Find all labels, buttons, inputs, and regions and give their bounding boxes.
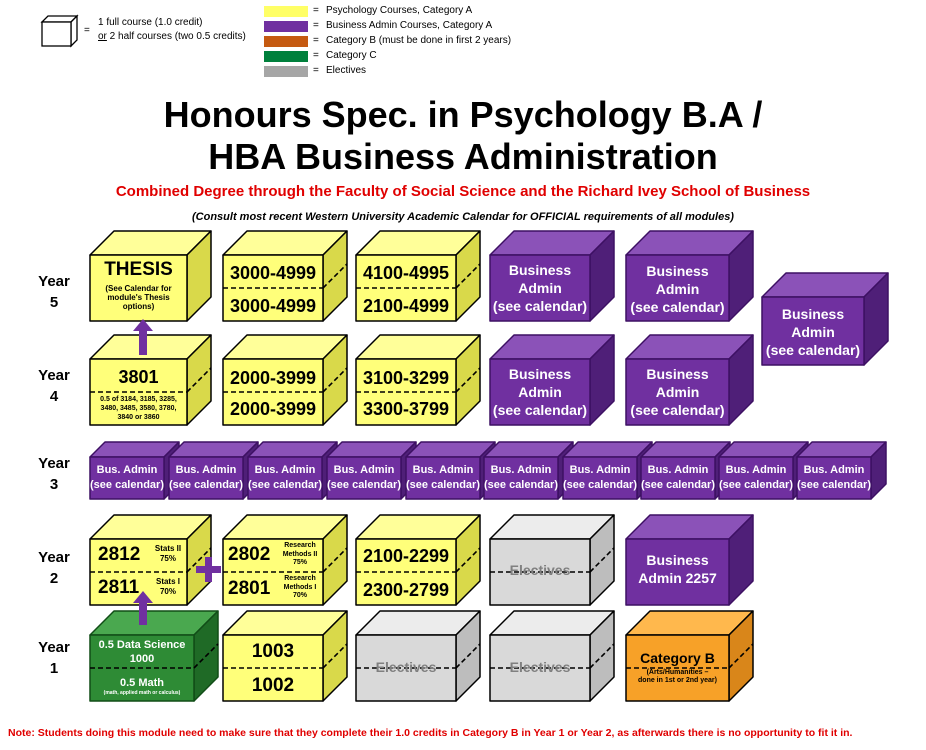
year-1-number: 1 [49, 660, 59, 677]
see-calendar-label: (see calendar) [630, 299, 725, 315]
legend-equals: = [313, 35, 319, 46]
year-2-word: Year [38, 549, 70, 566]
year-3-word: Year [38, 455, 70, 472]
year-2-number: 2 [49, 570, 59, 587]
y45-business-admin-extra [762, 305, 864, 359]
y1-electives-1: Electives [375, 659, 437, 675]
see-calendar-label: (see calendar) [248, 479, 322, 491]
see-calendar-label: (see calendar) [492, 298, 588, 314]
business-label: Business [646, 552, 709, 568]
see-calendar-label: (see calendar) [406, 479, 480, 491]
research-label: Research [284, 575, 316, 582]
y2-electives: Electives [509, 562, 571, 578]
plus-icon [196, 557, 221, 582]
subtitle: Combined Degree through the Faculty of Social Science and the Richard Ivey School of Business [115, 183, 811, 200]
bus-admin-label: Bus. Admin [569, 464, 631, 476]
legend-box-text-2: or 2 half courses (two 0.5 credits) [98, 31, 246, 42]
y3-bus-admin-box [641, 463, 715, 493]
y3-bus-admin-box [327, 463, 401, 493]
admin-label: Admin [518, 384, 562, 400]
calendar-note: (Consult most recent Western University Academic Calendar for OFFICIAL requirements of all modules) [192, 211, 734, 223]
business-label: Business [646, 366, 709, 382]
y2-psych-2300-2799: 2300-2799 [362, 580, 450, 600]
y5-psych-4100-4995: 4100-4995 [362, 263, 450, 283]
category-b-sub-2: done in 1st or 2nd year) [638, 677, 717, 684]
y5-psych-3000-4999-top: 3000-4999 [229, 263, 317, 283]
y4-psych-3801: 3801 [118, 367, 159, 387]
year-3-number: 3 [49, 476, 59, 493]
y2-psych-2812: 2812 [98, 544, 141, 565]
business-label: Business [646, 263, 709, 279]
legend-label: Psychology Courses, Category A [326, 5, 473, 16]
stats-i-pct: 70% [159, 587, 176, 596]
bus-admin-label: Bus. Admin [412, 464, 474, 476]
legend-label: Business Admin Courses, Category A [326, 20, 493, 31]
y3-bus-admin-box [563, 463, 637, 493]
y1-psych-1002: 1002 [251, 675, 295, 696]
y4-psych-3100-3299: 3100-3299 [362, 368, 450, 388]
y3-bus-admin-box [248, 463, 322, 493]
business-label: Business [508, 262, 572, 278]
bus-admin-label: Bus. Admin [647, 464, 709, 476]
y2-2802-info [278, 542, 322, 568]
see-calendar-label: (see calendar) [492, 402, 588, 418]
stats-ii-label: Stats II [154, 544, 182, 553]
methods-ii-label: Methods II [282, 550, 318, 558]
see-calendar-label: (see calendar) [563, 479, 637, 491]
see-calendar-label: (see calendar) [327, 479, 401, 491]
legend-label: Category C [326, 50, 377, 61]
footer-note: Note: Students doing this module need to make sure that they complete their 1.0 credits in Category B in Year 1 or Year 2, as afterwards there is no opportunity to fit it in. [8, 727, 853, 739]
admin-label: Admin [655, 281, 700, 297]
bus-admin-label: Bus. Admin [725, 464, 787, 476]
bus-admin-label: Bus. Admin [490, 464, 552, 476]
admin-label: Admin [791, 324, 835, 340]
y4-business-admin-1 [490, 365, 590, 419]
y2-2811-info [150, 577, 186, 597]
business-label: Business [781, 306, 845, 322]
y2-psych-2801: 2801 [228, 578, 271, 599]
category-b-title: Category B [640, 650, 715, 666]
y3-bus-admin-box [169, 463, 243, 493]
y3-bus-admin-box [406, 463, 480, 493]
y4-3801-options: 0.5 of 3184, 3185, 3285, 3480, 3485, 3580, 3780, 3840 or 3860 [100, 396, 177, 421]
y1-math [90, 676, 194, 697]
y2-2812-info [150, 544, 186, 564]
legend-equals: = [313, 65, 319, 76]
y2-psych-2802: 2802 [228, 544, 271, 565]
business-label: Business [508, 366, 572, 382]
y3-bus-admin-box [719, 463, 793, 493]
legend-label: Electives [326, 65, 367, 76]
math-options: (math, applied math or calculus) [103, 690, 181, 696]
y1-data-science [90, 638, 194, 666]
y1-electives-2: Electives [509, 659, 571, 675]
title-line-2: HBA Business Administration [208, 136, 718, 177]
see-calendar-label: (see calendar) [169, 479, 243, 491]
math-label: 0.5 Math [119, 677, 164, 689]
legend-equals: = [313, 50, 319, 61]
bus-admin-label: Bus. Admin [333, 464, 395, 476]
legend-box-equals: = [84, 25, 90, 36]
methods-ii-pct: 75% [292, 559, 307, 566]
legend-equals: = [313, 20, 319, 31]
bus-admin-label: Bus. Admin [803, 464, 865, 476]
methods-i-label: Methods I [283, 583, 317, 591]
title-line-1: Honours Spec. in Psychology B.A / [163, 94, 763, 135]
y4-psych-2000-3999-top: 2000-3999 [229, 368, 317, 388]
see-calendar-label: (see calendar) [765, 342, 861, 358]
see-calendar-label: (see calendar) [484, 479, 558, 491]
y4-psych-3300-3799: 3300-3799 [362, 399, 450, 419]
legend-box-text-1: 1 full course (1.0 credit) [98, 17, 203, 28]
arrow-up-icon [132, 318, 154, 356]
year-1-word: Year [38, 639, 70, 656]
bus-admin-label: Bus. Admin [175, 464, 237, 476]
y4-psych-2000-3999-bottom: 2000-3999 [229, 399, 317, 419]
y1-psych-1003: 1003 [251, 641, 295, 662]
thesis-title: THESIS [104, 259, 173, 280]
year-4-word: Year [38, 367, 70, 384]
bus-admin-label: Bus. Admin [96, 464, 158, 476]
stats-ii-pct: 75% [159, 554, 176, 563]
stats-i-label: Stats I [155, 577, 180, 586]
year-5-number: 5 [49, 294, 59, 311]
y3-bus-admin-box [797, 463, 871, 493]
y5-business-admin-2 [626, 262, 729, 316]
see-calendar-label: (see calendar) [630, 402, 725, 418]
legend-equals: = [313, 5, 319, 16]
y5-psych-2100-4999: 2100-4999 [362, 296, 450, 316]
y3-bus-admin-box [484, 463, 558, 493]
see-calendar-label: (see calendar) [641, 479, 715, 491]
thesis-subtitle: (See Calendar for module's Thesis options) [105, 284, 172, 311]
y4-business-admin-2 [626, 365, 729, 419]
see-calendar-label: (see calendar) [719, 479, 793, 491]
y2-psych-2100-2299: 2100-2299 [362, 546, 450, 566]
thesis-box [90, 255, 187, 319]
y5-business-admin-1 [490, 261, 590, 315]
y2-business-admin-2257 [626, 551, 729, 587]
admin-label: Admin [518, 280, 562, 296]
data-science-code: 1000 [129, 653, 155, 665]
see-calendar-label: (see calendar) [90, 479, 164, 491]
legend-label: Category B (must be done in first 2 years) [326, 35, 512, 46]
y3-bus-admin-box [90, 463, 164, 493]
y2-2801-info [278, 575, 322, 601]
y2-psych-2811: 2811 [98, 577, 140, 598]
research-label: Research [284, 542, 316, 549]
see-calendar-label: (see calendar) [797, 479, 871, 491]
admin-2257-label: Admin 2257 [638, 570, 717, 586]
y5-psych-3000-4999-bottom: 3000-4999 [229, 296, 317, 316]
admin-label: Admin [655, 384, 700, 400]
y1-category-b [626, 650, 729, 685]
bus-admin-label: Bus. Admin [254, 464, 316, 476]
year-4-number: 4 [49, 388, 59, 405]
data-science-label: 0.5 Data Science [98, 639, 186, 651]
year-5-word: Year [38, 273, 70, 290]
category-b-sub-1: (Arts/Humanities – [646, 669, 709, 676]
methods-i-pct: 70% [292, 592, 307, 599]
